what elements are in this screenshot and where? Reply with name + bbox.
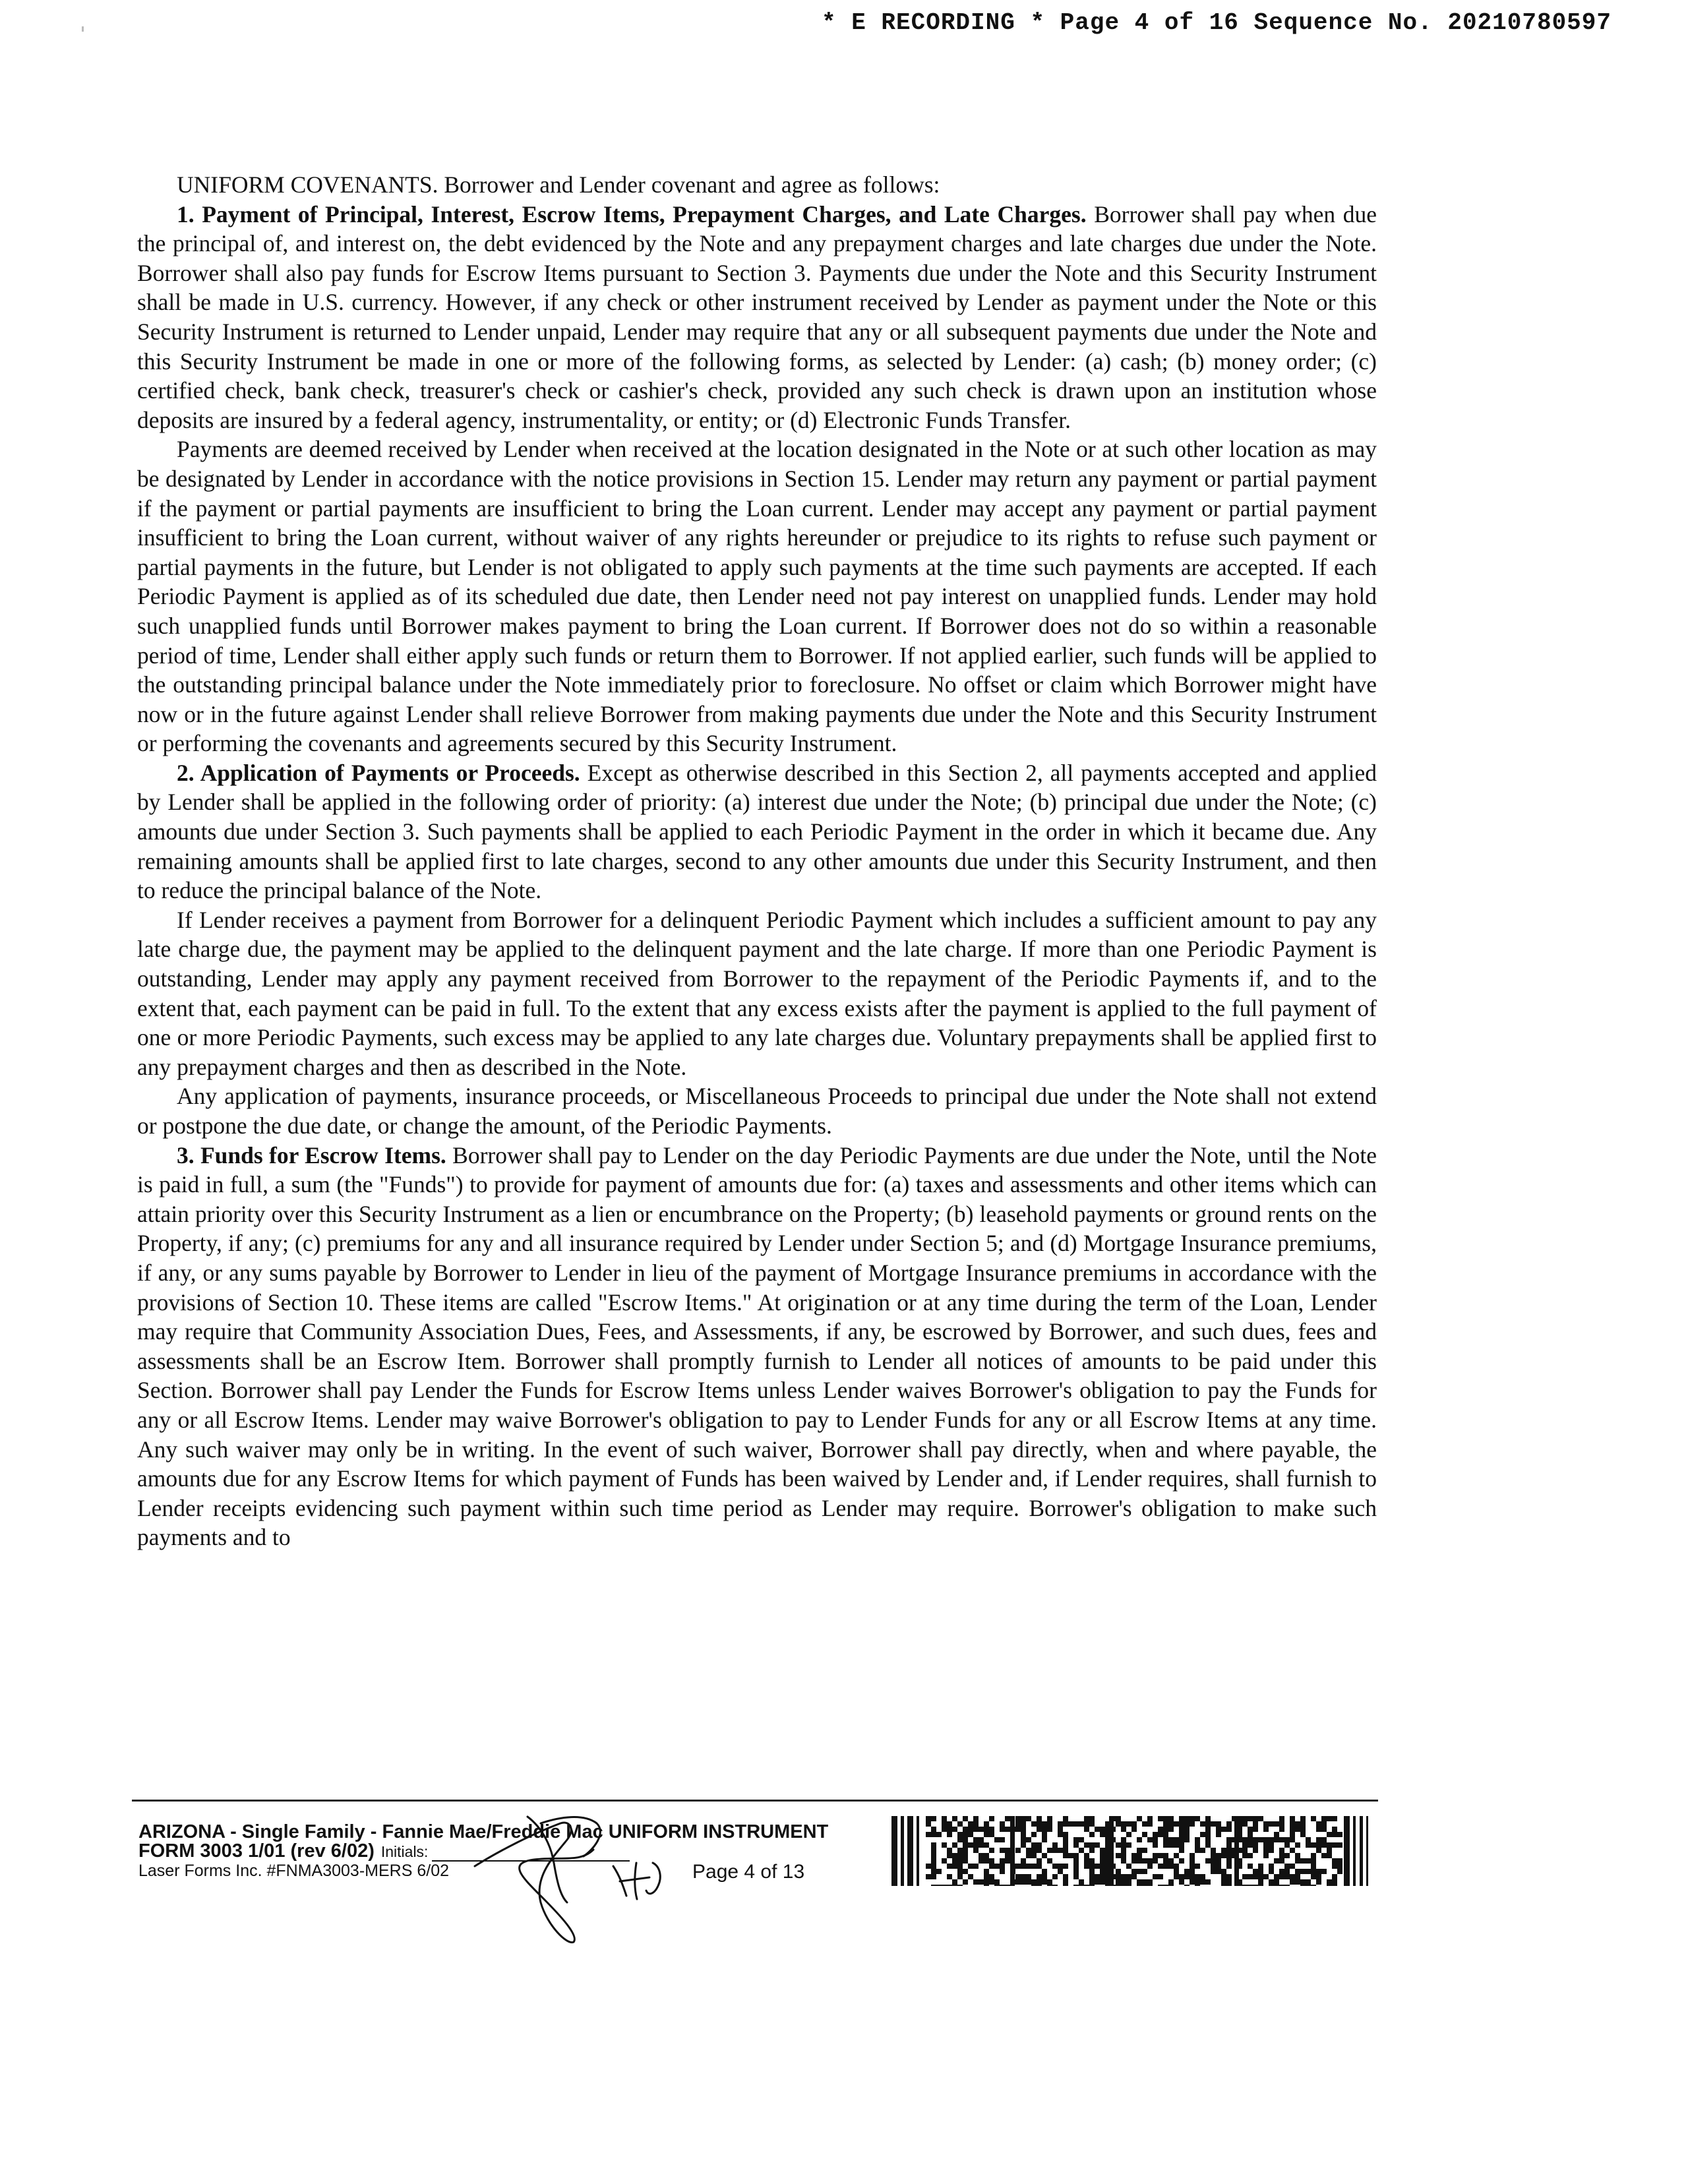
initials-label: Initials:: [380, 1843, 429, 1860]
section-2-paragraph-3: Any application of payments, insurance proceeds, or Miscellaneous Proceeds to principal due under the Note shall not extend or postpone the due date, or change the amount, of the Periodic Payments.: [137, 1083, 1377, 1139]
section-1-paragraph-2: Payments are deemed received by Lender when received at the location designated in the Note or at such other location as may be designated by Lender in accordance with the notice provisions in Section 15. Lender may return any payment or partial payment if the payment or partial payments are insufficient to bring the Loan current. Lender may accept any payment or partial payment insufficient to bring the Loan current, without waiver of any rights hereunder or prejudice to its rights to refuse such payment or partial payments in the future, but Lender is not obligated to apply such payments at the time such payments are accepted. If each Periodic Payment is applied as of its scheduled due date, then Lender need not pay interest on unapplied funds. Lender may hold such unapplied funds until Borrower makes payment to bring the Loan current. If Borrower does not do so within a reasonable period of time, Lender shall either apply such funds or return them to Borrower. If not applied earlier, such funds will be applied to the outstanding principal balance under the Note immediately prior to foreclosure. No offset or claim which Borrower might have now or in the future against Lender shall relieve Borrower from making payments due under the Note and this Security Instrument or performing the covenants and agreements secured by this Security Instrument.: [137, 436, 1377, 757]
form-title: ARIZONA - Single Family - Fannie Mae/Freddie Mac UNIFORM INSTRUMENT: [138, 1821, 829, 1842]
section-1-heading: 1. Payment of Principal, Interest, Escrow Items, Prepayment Charges, and Late Charges.: [177, 200, 1087, 228]
section-2-paragraph: [137, 758, 1377, 905]
section-1-paragraph: [137, 200, 1377, 435]
section-2-paragraph-2: If Lender receives a payment from Borrower for a delinquent Periodic Payment which includes a sufficient amount to pay any late charge due, the payment may be applied to the delinquent payment and the late charge. If more than one Periodic Payment is outstanding, Lender may apply any payment received from Borrower to the repayment of the Periodic Payments if, and to the extent that, each payment can be paid in full. To the extent that any excess exists after the payment is applied to the full payment of one or more Periodic Payments, such excess may be applied to any late charges due. Voluntary prepayments shall be applied first to any prepayment charges and then as described in the Note.: [137, 906, 1377, 1080]
section-3-paragraph: [137, 1141, 1377, 1552]
scan-speck: [82, 26, 84, 32]
footer-divider: [132, 1800, 1378, 1802]
page-number: Page 4 of 13: [692, 1861, 805, 1883]
section-1-text: Borrower shall pay when due the principal of, and interest on, the debt evidenced by the Note and any prepayment charges and late charges due under the Note. Borrower shall also pay funds for Escrow Items pursuant to Section 3. Payments due under the Note and this Security Instrument shall be made in U.S. currency. However, if any check or other instrument received by Lender as payment under the Note or this Security Instrument is returned to Lender unpaid, Lender may require that any or all subsequent payments due under the Note and this Security Instrument be made in one or more of the following forms, as selected by Lender: (a) cash; (b) money order; (c) certified check, bank check, treasurer's check or cashier's check, provided any such check is drawn upon an institution whose deposits are insured by a federal agency, instrumentality, or entity; or (d) Electronic Funds Transfer.: [137, 200, 1377, 433]
section-2-text: Except as otherwise described in this Section 2, all payments accepted and applied by Lender shall be applied in the following order of priority: (a) interest due under the Note; (b) principal due under the Note; (c) amounts due under Section 3. Such payments shall be applied to each Periodic Payment in the order in which it became due. Any remaining amounts shall be applied first to late charges, second to any other amounts due under this Security Instrument, and then to reduce the principal balance of the Note.: [137, 759, 1377, 904]
initials-signature: [462, 1804, 738, 1955]
intro-paragraph: UNIFORM COVENANTS. Borrower and Lender covenant and agree as follows:: [177, 171, 940, 198]
document-barcode: [891, 1815, 1370, 1887]
section-3-text: Borrower shall pay to Lender on the day Periodic Payments are due under the Note, until the Note is paid in full, a sum (the "Funds") to provide for payment of amounts due for: (a) taxes and assessments and other items which can attain priority over this Security Instrument as a lien or encumbrance on the Property; (b) leasehold payments or ground rents on the Property, if any; (c) premiums for any and all insurance required by Lender under Section 5; and (d) Mortgage Insurance premiums, if any, or any sums payable by Borrower to Lender in lieu of the payment of Mortgage Insurance premiums in accordance with the provisions of Section 10. These items are called "Escrow Items." At origination or at any time during the term of the Loan, Lender may require that Community Association Dues, Fees, and Assessments, if any, be escrowed by Borrower, and such dues, fees and assessments shall be an Escrow Item. Borrower shall promptly furnish to Lender all notices of amounts to be paid under this Section. Borrower shall pay Lender the Funds for Escrow Items unless Lender waives Borrower's obligation to pay the Funds for any or all Escrow Items. Lender may waive Borrower's obligation to pay to Lender Funds for any or all Escrow Items at any time. Any such waiver may only be in writing. In the event of such waiver, Borrower shall pay directly, when and where payable, the amounts due for any Escrow Items for which payment of Funds has been waived by Lender and, if Lender requires, shall furnish to Lender receipts evidencing such payment within such time period as Lender may require. Borrower's obligation to make such payments and to: [137, 1141, 1377, 1551]
form-number-text: FORM 3003 1/01 (rev 6/02): [138, 1840, 375, 1862]
section-3-heading: 3. Funds for Escrow Items.: [177, 1141, 446, 1168]
recording-header: * E RECORDING * Page 4 of 16 Sequence No. 20210780597: [822, 9, 1612, 36]
laser-forms-id: Laser Forms Inc. #FNMA3003-MERS 6/02: [138, 1862, 449, 1880]
section-2-heading: 2. Application of Payments or Proceeds.: [177, 759, 580, 786]
document-body: [137, 170, 1377, 1552]
